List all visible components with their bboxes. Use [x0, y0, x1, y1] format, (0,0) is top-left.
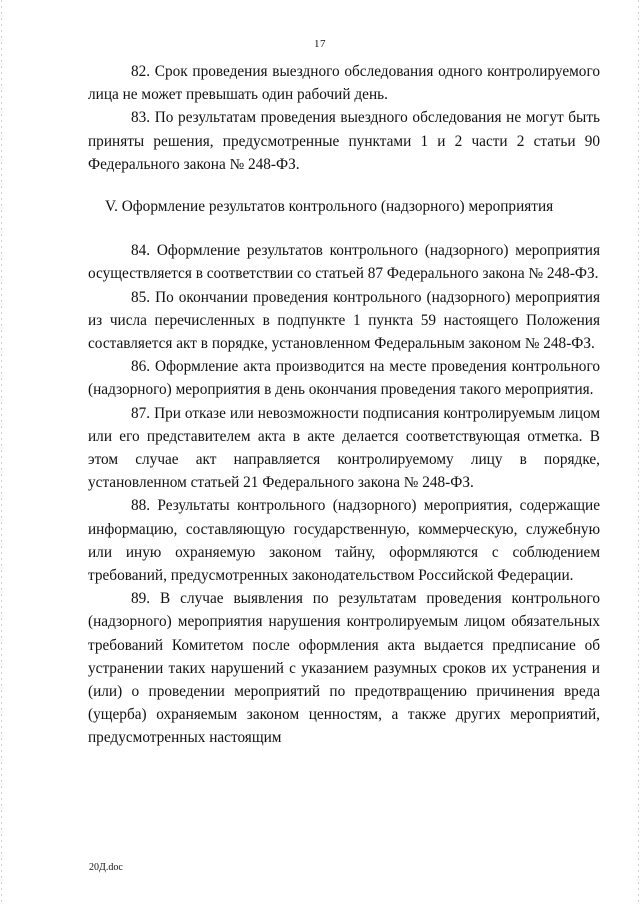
paragraph-85: 85. По окончании проведения контрольного (надзорного) мероприятия из числа перечисленных в подпункте 1 пункта 59 настоящего Положения составляется акт в порядке, установленном Федеральным законом № 248-ФЗ.: [88, 288, 600, 353]
paragraph-86: 86. Оформление акта производится на месте проведения контрольного (надзорного) мероприятия в день окончания проведения такого мероприятия.: [88, 358, 600, 399]
section-heading: V. Оформление результатов контрольного (надзорного) мероприятия: [105, 198, 554, 216]
paragraph-82: 82. Срок проведения выездного обследования одного контролируемого лица не может превышать один рабочий день.: [88, 63, 600, 104]
paragraph-84: 84. Оформление результатов контрольного (надзорного) мероприятия осуществляется в соответствии со статьей 87 Федерального закона № 248-ФЗ.: [88, 242, 600, 283]
paragraph-87: 87. При отказе или невозможности подписания контролируемым лицом или его представителем акта в акте делается соответствующая отметка. В этом случае акт направляется контролируемому лицу в порядке, установленном статьей 21 Федерального закона № 248-ФЗ.: [88, 404, 600, 492]
paragraph-88: 88. Результаты контрольного (надзорного) мероприятия, содержащие информацию, составляющую государственную, коммерческую, служебную или иную охраняемую законом тайну, оформляются с соблюдением требований, предусмотренных законодательством Российской Федерации.: [88, 497, 600, 585]
scan-edge-left: [1, 0, 2, 905]
page-number: 17: [314, 38, 326, 50]
document-body: [88, 60, 600, 750]
footer-filename: 20Д.doc: [89, 862, 123, 873]
paragraph-89: 89. В случае выявления по результатам проведения контрольного (надзорного) мероприятия нарушения контролируемым лицом обязательных требований Комитетом после оформления акта выдается предписание об устранении таких нарушений с указанием разумных сроков их устранения и (или) о проведении мероприятий по предотвращению причинения вреда (ущерба) охраняемым законом ценностям, а также других мероприятий, предусмотренных настоящим: [88, 590, 600, 747]
paragraph-83: 83. По результатам проведения выездного обследования не могут быть приняты решения, предусмотренные пунктами 1 и 2 части 2 статьи 90 Федерального закона № 248-ФЗ.: [88, 109, 600, 173]
scan-edge-right: [638, 0, 639, 905]
